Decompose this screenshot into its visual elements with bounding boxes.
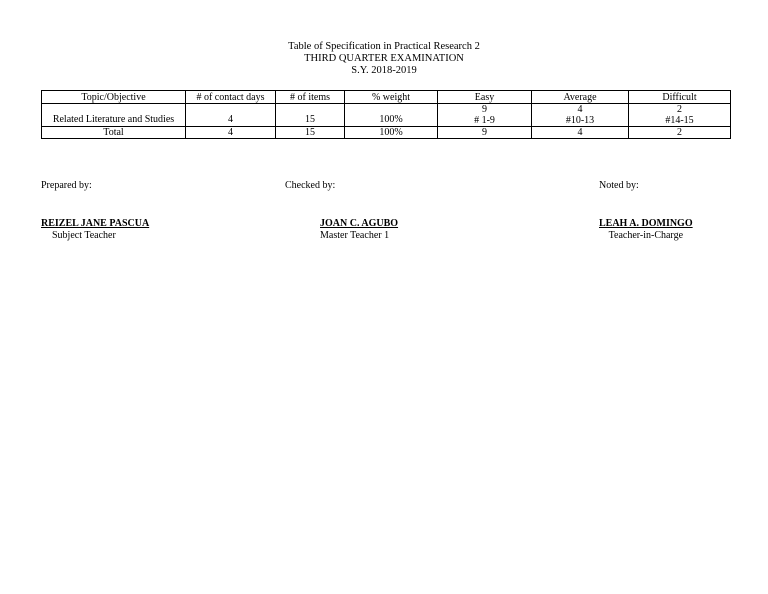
signatory-role: Subject Teacher [52,230,116,241]
column-header: % weight [345,91,438,104]
difficult-count: 2 [677,104,682,115]
table-header-row [42,91,731,104]
weight-cell: 100% [345,104,438,127]
signatory-name: LEAH A. DOMINGO [599,218,693,229]
contact-days-cell: 4 [186,104,276,127]
total-row [42,127,731,139]
table-row [42,104,731,127]
signatory-name: JOAN C. AGUBO [320,218,399,229]
total-label: Total [42,127,186,139]
specification-table [41,90,731,139]
school-year: S.Y. 2018-2019 [351,65,417,76]
total-easy: 9 [438,127,532,139]
checked-by-label: Checked by: [285,180,336,191]
average-count: 4 [577,104,583,115]
difficult-cell [629,104,731,127]
column-header: Average [532,91,629,104]
checked-signatory [320,218,398,242]
items-cell: 15 [276,104,345,127]
column-header: # of items [276,91,345,104]
column-header: Easy [438,91,532,104]
document-title: Table of Specification in Practical Research 2 [288,41,480,52]
difficult-items: #14-15 [665,115,694,126]
column-header: Topic/Objective [42,91,186,104]
easy-items: # 1-9 [474,115,495,126]
exam-name: THIRD QUARTER EXAMINATION [304,53,464,64]
easy-count: 9 [482,104,487,115]
topic-cell: Related Literature and Studies [42,104,186,127]
column-header: # of contact days [186,91,276,104]
total-items: 15 [276,127,345,139]
total-average: 4 [532,127,629,139]
average-cell [532,104,629,127]
easy-cell [438,104,532,127]
noted-by-label: Noted by: [599,180,639,191]
signatory-role: Master Teacher 1 [320,230,390,241]
average-items: #10-13 [565,115,595,126]
prepared-signatory [41,218,149,242]
total-difficult: 2 [629,127,731,139]
noted-signatory [599,218,693,242]
total-weight: 100% [345,127,438,139]
document-header [0,41,768,77]
signatory-name: REIZEL JANE PASCUA [41,218,150,229]
signatory-role: Teacher-in-Charge [608,230,684,241]
prepared-by-label: Prepared by: [41,180,92,191]
total-contact-days: 4 [186,127,276,139]
column-header: Difficult [629,91,731,104]
